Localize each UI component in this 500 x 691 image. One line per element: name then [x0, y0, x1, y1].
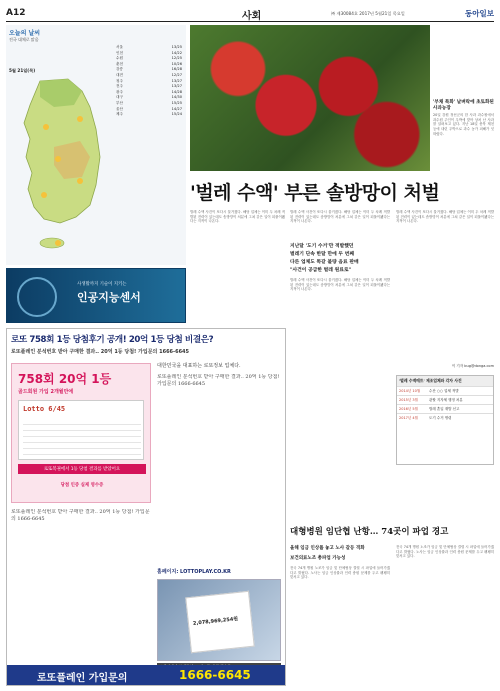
- lotto-proof: 당첨 인증 실제 영수증: [60, 483, 104, 488]
- photo-caption-title: '부채 특화' 날벼락에 초토화된 사과농장: [433, 100, 494, 111]
- sensor-ad: [6, 268, 186, 323]
- article2-subhead2: 보건의료노조 총파업 가능성: [290, 556, 346, 561]
- article2-headline: 대형병원 임단협 난항… 74곳이 파업 경고: [290, 527, 449, 537]
- weather-table: [116, 45, 182, 118]
- article1-body-col3: 벌레 수액 사건이 또다시 불거졌다. 해당 업체는 이미 두 차례 적발된 전력이 있는데도 솜방망이 처분에 그쳐 같은 일이 되풀이됐다는 지적이 나온다.: [396, 210, 494, 224]
- masthead: [6, 4, 494, 22]
- lotto-logo: Lotto 6/45: [23, 405, 66, 413]
- photo-caption-body: 20일 강원 정선군의 한 사과 과수원에서 과수원 주인이 우박에 맞아 상처 난 사과를 살펴보고 있다. 지난 18일 충북 제천 등에 내린 우박으로 과수 농가 피해가 잇따랐다.: [433, 113, 494, 136]
- lotto-kicker: 로또 758회 1등 당첨후기 공개! 20억 1등 당첨 비결은?: [11, 335, 214, 345]
- sensor-ad-line1: 사생활까지 기술이 지키는: [77, 282, 127, 287]
- weather-row: 서울 13/25: [116, 45, 182, 49]
- article2-body-col2: 전국 74개 병원 노조가 임금 및 단체협상 결렬 시 파업에 들어가겠다고 밝혔다. 노사는 임금 인상률과 인력 충원 문제를 두고 팽팽히 맞서고 있다.: [396, 545, 494, 559]
- ticket-lines: [23, 419, 141, 455]
- table-row: 2017년 4월 도기 수거 명령: [397, 413, 493, 422]
- section-name: 사회: [242, 11, 262, 22]
- weather-row: 강릉 16/28: [116, 67, 182, 72]
- weather-box: [6, 25, 186, 265]
- weather-date: 5월 21일(목): [9, 68, 36, 73]
- korea-map: [10, 77, 114, 255]
- article1-body-col1: 벌레 수액 사건이 또다시 불거졌다. 해당 업체는 이미 두 차례 적발된 전력이 있는데도 솜방망이 처분에 그쳐 같은 일이 되풀이됐다는 지적이 나온다.: [190, 210, 285, 224]
- weather-row: 전주 13/27: [116, 84, 182, 89]
- receipt: [185, 591, 255, 653]
- article1-subhead: 지난달 '도기 수거'만 적발했던: [290, 243, 354, 249]
- lotto-slip: [11, 363, 151, 503]
- page-number: A12: [6, 8, 26, 18]
- lotto-footer-bar: [7, 665, 285, 685]
- lotto-body-left: 로또플레인 분석번호 받아 구매한 결과.. 20억 1등 당첨! 가입문의 1666-6645: [11, 509, 150, 522]
- article1-byline: 이 기자 bug@donga.com: [451, 364, 494, 368]
- lotto-ad: [6, 328, 286, 686]
- lotto-sub: 로또플레인 분석번호 받아 구매한 결과.. 20억 1등 당첨! 가입문의 1666-6645: [11, 349, 190, 355]
- lotto-phone[interactable]: 1666-6645: [179, 668, 251, 682]
- article1-body-col2: 벌레 수액 사건이 또다시 불거졌다. 해당 업체는 이미 두 차례 적발된 전력이 있는데도 솜방망이 처분에 그쳐 같은 일이 되풀이됐다는 지적이 나온다.: [290, 210, 390, 224]
- weather-row: 춘천 10/26: [116, 61, 182, 66]
- lotto-web: 홈페이지: LOTTOPLAY.CO.KR: [157, 569, 231, 575]
- table-row: 2016년 5월 벌레 혼입 재발 신고: [397, 404, 493, 413]
- weather-row: 제주 15/24: [116, 112, 182, 117]
- sensor-ad-graphic: [17, 277, 57, 317]
- article2-subhead1: 올해 임금 인상률 놓고 노사 갈등 격화: [290, 546, 365, 551]
- weather-row: 인천 14/22: [116, 50, 182, 55]
- article1-subheads: [290, 242, 390, 274]
- article1-table-title: '벌레 수액매트' 제조업체와 각자 사건: [397, 376, 493, 386]
- receipt-photo: [157, 579, 281, 661]
- issue-info: ㈜ 제30084호 2017년 5월21일 목요일: [331, 11, 405, 16]
- lotto-text-col: [157, 363, 281, 575]
- article2-body-col1: 전국 74개 병원 노조가 임금 및 단체협상 결렬 시 파업에 들어가겠다고 밝혔다. 노사는 임금 인상률과 인력 충원 문제를 두고 팽팽히 맞서고 있다.: [290, 566, 390, 580]
- photo-caption: [433, 100, 494, 171]
- weather-subtitle: 전국 대체로 맑음: [9, 37, 39, 42]
- lotto-ticket: [18, 400, 144, 460]
- apple-photo: [190, 25, 430, 171]
- article1-subhead: 벌레기 단속 한달 만에 두 번째: [290, 251, 354, 257]
- table-row: 2015년 3월 관할 지자체 행정 처분: [397, 395, 493, 404]
- article1-body-col2b: 벌레 수액 사건이 또다시 불거졌다. 해당 업체는 이미 두 차례 적발된 전력이 있는데도 솜방망이 처분에 그쳐 같은 일이 되풀이됐다는 지적이 나온다.: [290, 278, 390, 292]
- weather-row: 청주 13/27: [116, 78, 182, 83]
- receipt-amount: 2,078,969,254원: [192, 616, 239, 627]
- article1-table: [396, 375, 494, 465]
- lotto-result: 로또복권에서 1등 당첨 결과를 받았어요: [18, 464, 146, 474]
- lotto-intro: 대한민국을 대표하는 로또정보 업체다.: [157, 363, 241, 369]
- lotto-slip-title: 골드회원 가입 2개월만에: [18, 389, 74, 395]
- article1-subhead: "사건이 공급한 벌레 원료로": [290, 267, 351, 273]
- weather-row: 울산 14/27: [116, 106, 182, 111]
- sensor-ad-line2: 인공지능센서: [77, 291, 141, 304]
- paper-name: 동아일보: [465, 9, 494, 18]
- weather-row: 대전 12/27: [116, 72, 182, 77]
- article1-headline: '벌레 수액' 부른 솔방망이 처벌: [190, 182, 440, 204]
- weather-row: 수원 12/25: [116, 56, 182, 61]
- weather-row: 광주 14/28: [116, 89, 182, 94]
- weather-row: 부산 15/25: [116, 100, 182, 105]
- table-row: 2014년 10월 수산 ○○ 업체 적발: [397, 386, 493, 395]
- lotto-footer-label: 로또플레인 가입문의: [37, 673, 128, 684]
- lotto-body: 로또플레인 분석번호 받아 구매한 결과.. 20억 1등 당첨! 가입문의 1666-6645: [157, 374, 280, 387]
- weather-row: 대구 14/30: [116, 95, 182, 100]
- weather-title: 오늘의 날씨: [9, 30, 41, 37]
- article1-subhead: 다른 업체도 똑같 불량 음료 판매: [290, 259, 359, 265]
- lotto-amount: 758회 20억 1등: [18, 372, 112, 386]
